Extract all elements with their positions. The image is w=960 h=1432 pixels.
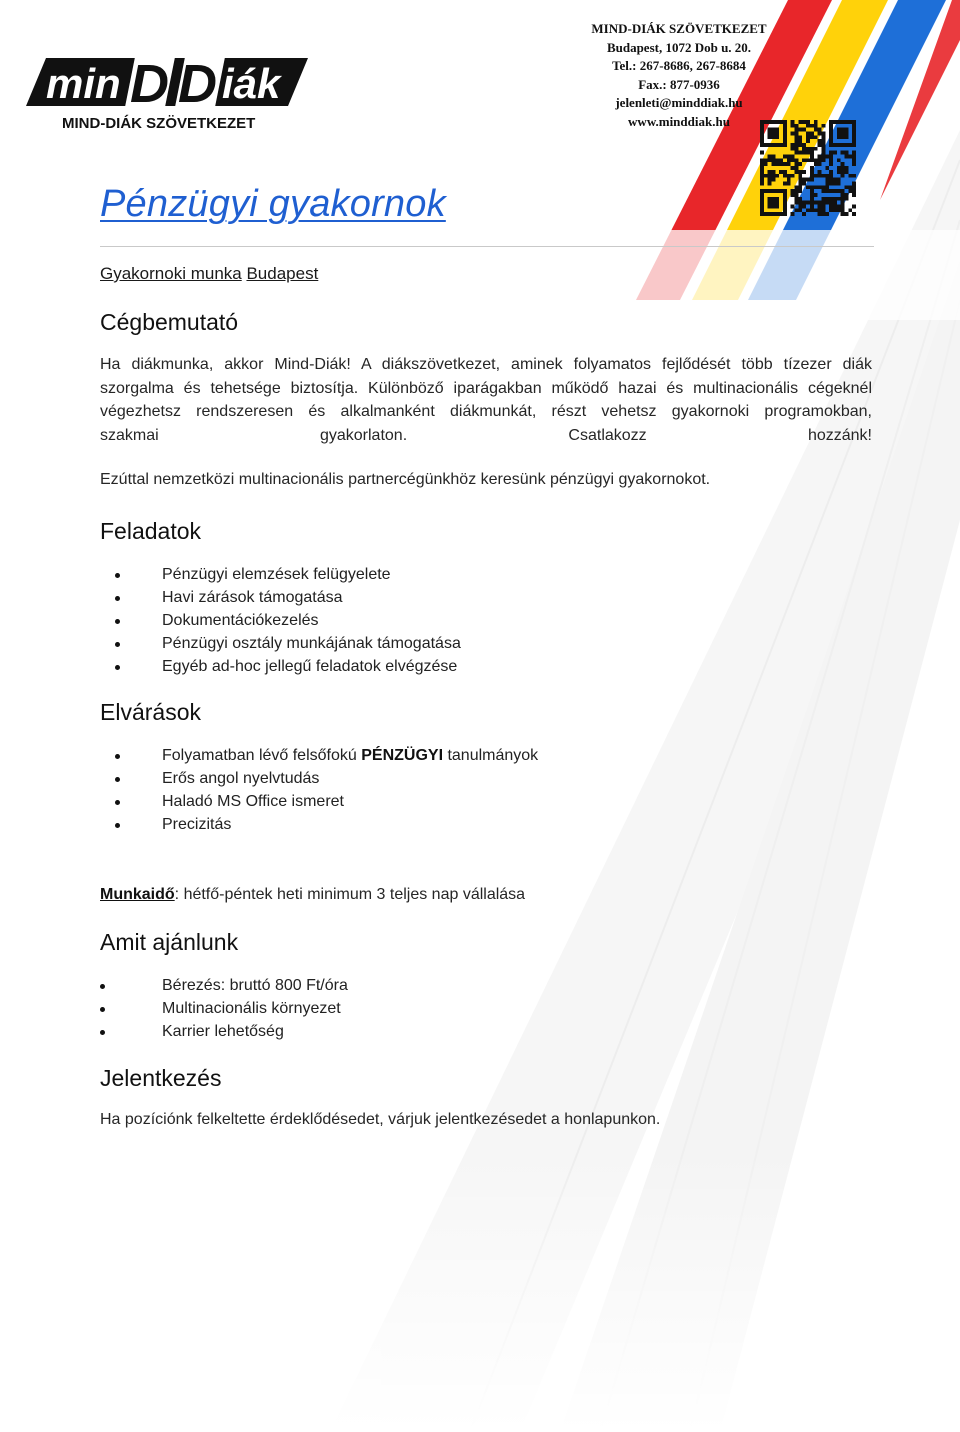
contact-fax: Fax.: 877-0936 [638,76,720,92]
list-item: Karrier lehetőség [100,1020,348,1043]
contact-website[interactable]: www.minddiak.hu [628,113,730,129]
list-item: Egyéb ad-hoc jellegű feladatok elvégzése [100,655,461,678]
contact-address: Budapest, 1072 Dob u. 20. [606,39,752,55]
list-item: Pénzügyi elemzések felügyelete [100,563,461,586]
logo-graphic [26,28,308,132]
list-item: Pénzügyi osztály munkájának támogatása [100,632,461,655]
requirement-emphasis: PÉNZÜGYI [361,747,444,764]
page-title: Pénzügyi gyakornok [100,183,446,225]
requirement-suffix: tanulmányok [443,747,539,764]
contact-phone: Tel.: 267-8686, 267-8684 [612,58,746,73]
list-item: Bérezés: bruttó 800 Ft/óra [100,974,348,997]
company-line: szakmai gyakorlaton. Csatlakozz hozzánk! [100,426,872,444]
contact-email[interactable]: jelenleti@minddiak.hu [615,95,743,110]
apply-heading: Jelentkezés [100,1065,222,1091]
worktime-line [100,886,525,904]
list-item [100,744,538,767]
offer-heading: Amit ajánlunk [100,929,239,955]
company-line: végezhetsz rendszeresen és alkalmanként diákmunkát, részt vehetsz gyakornoki programokban, [100,403,872,420]
offer-list [100,974,348,1043]
list-item: Erős angol nyelvtudás [100,767,538,790]
logo-wordmark-left: min [46,60,121,107]
contact-block [560,20,798,131]
company-note: Ezúttal nemzetközi multinacionális partnercégünkhöz keresünk pénzügyi gyakornokot. [100,471,711,488]
list-item: Multinacionális környezet [100,997,348,1020]
requirement-prefix: Folyamatban lévő felsőfokú [162,747,362,764]
requirements-list [100,744,538,836]
logo-wordmark-d1: D [130,54,169,114]
company-paragraph [100,353,872,447]
logo-wordmark-right: iák [222,60,281,107]
title-divider [100,246,874,247]
tasks-list [100,563,461,678]
company-line: Ha diákmunka, akkor Mind-Diák! A diákszövetkezet, aminek folyamatos fejlődését több tízezer diák [100,356,872,373]
list-item: Havi zárások támogatása [100,586,461,609]
worktime-text: : hétfő-péntek heti minimum 3 teljes nap vállalása [174,886,526,903]
qr-code-icon [760,120,856,216]
company-line: szorgalma és tehetsége biztosítja. Különböző iparágakban működő hazai és multinacionális cégeknél [100,379,872,397]
job-location-link[interactable]: Budapest [246,264,319,283]
requirements-heading: Elvárások [100,699,201,725]
job-tags [100,264,318,284]
company-heading: Cégbemutató [100,309,239,335]
minddiak-logo [26,28,308,132]
list-item: Precizitás [100,813,538,836]
logo-subtitle: MIND-DIÁK SZÖVETKEZET [62,115,256,132]
worktime-label: Munkaidő [100,886,175,903]
apply-text: Ha pozíciónk felkeltette érdeklődésedet, várjuk jelentkezésedet a honlapunkon. [100,1111,661,1128]
list-item: Dokumentációkezelés [100,609,461,632]
logo-wordmark-d2: D [178,54,217,114]
list-item: Haladó MS Office ismeret [100,790,538,813]
tasks-heading: Feladatok [100,518,202,544]
job-type-link[interactable]: Gyakornoki munka [100,264,242,283]
contact-name: MIND-DIÁK SZÖVETKEZET [591,21,767,36]
